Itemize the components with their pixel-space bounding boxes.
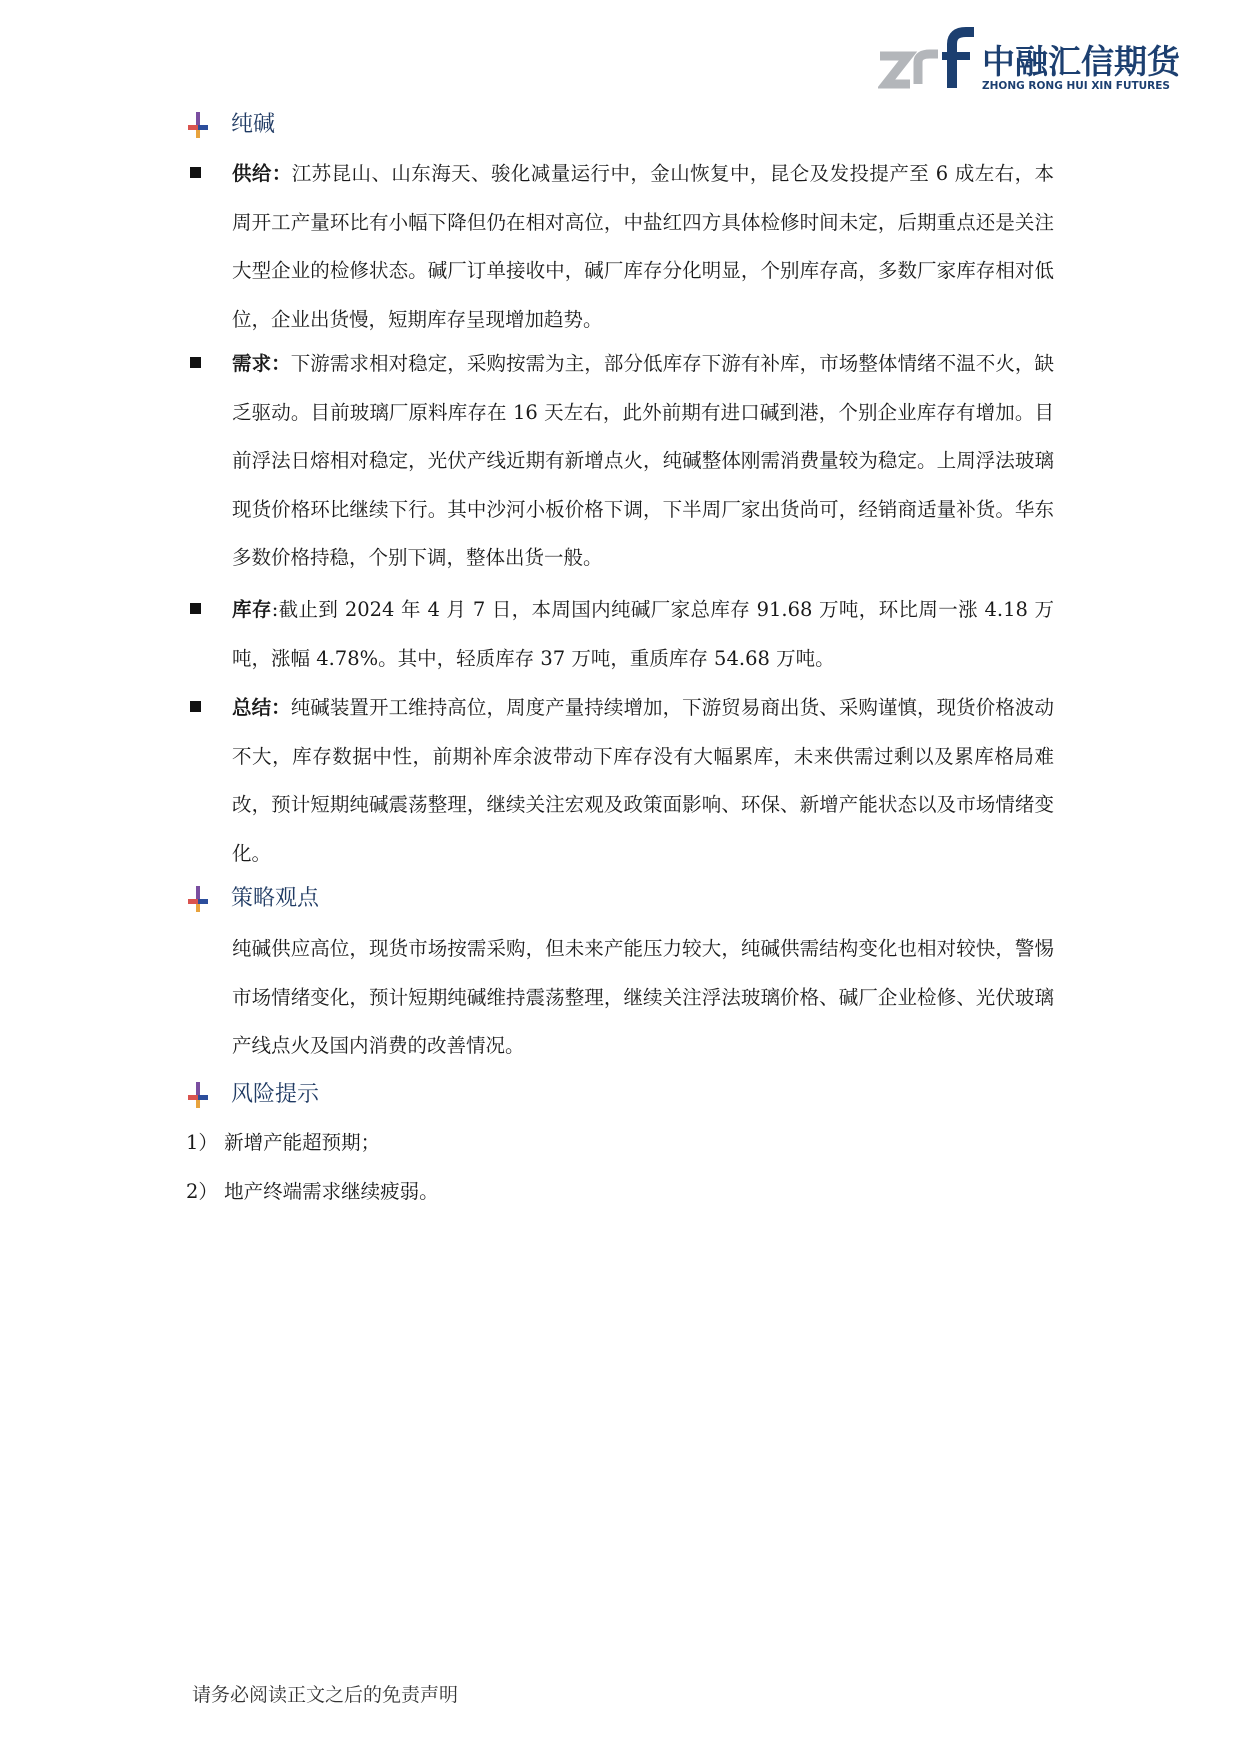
company-logo xyxy=(878,26,1180,96)
logo-name-cn: 中融汇信期货 xyxy=(982,42,1180,81)
section-title: 策略观点 xyxy=(231,886,320,911)
bullet-text: :截止到 2024 年 4 月 7 日，本周国内纯碱厂家总库存 91.68 万吨，环比周一涨 4.18 万吨，涨幅 4.78%。其中，轻质库存 37 万吨，重质库存 54.68 万吨。 xyxy=(232,598,1054,670)
bullet-label: 库存 xyxy=(232,598,272,621)
bullet-marker xyxy=(190,167,201,178)
risk-item: 1） 新增产能超预期； xyxy=(186,1131,381,1154)
section-title: 纯碱 xyxy=(231,112,276,137)
section-marker-icon xyxy=(186,886,210,912)
summary-paragraph xyxy=(232,684,1054,878)
bullet-marker xyxy=(190,603,201,614)
inventory-paragraph xyxy=(232,586,1054,683)
risk-item: 2） 地产终端需求继续疲弱。 xyxy=(186,1180,439,1203)
section-marker-icon xyxy=(186,112,210,138)
bullet-label: 供给： xyxy=(232,162,292,185)
bullet-marker xyxy=(190,701,201,712)
section-title: 风险提示 xyxy=(231,1082,320,1107)
logo-name-en: ZHONG RONG HUI XIN FUTURES xyxy=(982,80,1170,92)
bullet-label: 需求： xyxy=(232,352,291,375)
bullet-text: 江苏昆山、山东海天、骏化减量运行中，金山恢复中，昆仑及发投提产至 6 成左右，本周开工产量环比有小幅下降但仍在相对高位，中盐红四方具体检修时间未定，后期重点还是关注大型企业的检修状态。碱厂订单接收中，碱厂库存分化明显，个别库存高，多数厂家库存相对低位，企业出货慢，短期库存呈现增加趋势。 xyxy=(232,162,1054,331)
supply-paragraph xyxy=(232,150,1054,344)
logo-mark-icon xyxy=(878,26,978,92)
bullet-marker xyxy=(190,357,201,368)
section-marker-icon xyxy=(186,1082,210,1108)
disclaimer-footer: 请务必阅读正文之后的免责声明 xyxy=(192,1684,459,1706)
strategy-paragraph: 纯碱供应高位，现货市场按需采购，但未来产能压力较大，纯碱供需结构变化也相对较快，警惕市场情绪变化，预计短期纯碱维持震荡整理，继续关注浮法玻璃价格、碱厂企业检修、光伏玻璃产线点火及国内消费的改善情况。 xyxy=(232,937,1054,1057)
bullet-text: 下游需求相对稳定，采购按需为主，部分低库存下游有补库，市场整体情绪不温不火，缺乏驱动。目前玻璃厂原料库存在 16 天左右，此外前期有进口碱到港，个别企业库存有增加。目前浮法日熔相对稳定，光伏产线近期有新增点火，纯碱整体刚需消费量较为稳定。上周浮法玻璃现货价格环比继续下行。其中沙河小板价格下调，下半周厂家出货尚可，经销商适量补货。华东多数价格持稳，个别下调，整体出货一般。 xyxy=(232,352,1054,569)
bullet-label: 总结： xyxy=(232,696,291,719)
bullet-text: 纯碱装置开工维持高位，周度产量持续增加，下游贸易商出货、采购谨慎，现货价格波动不大，库存数据中性，前期补库余波带动下库存没有大幅累库，未来供需过剩以及累库格局难改，预计短期纯碱震荡整理，继续关注宏观及政策面影响、环保、新增产能状态以及市场情绪变化。 xyxy=(232,696,1054,865)
demand-paragraph xyxy=(232,340,1054,583)
